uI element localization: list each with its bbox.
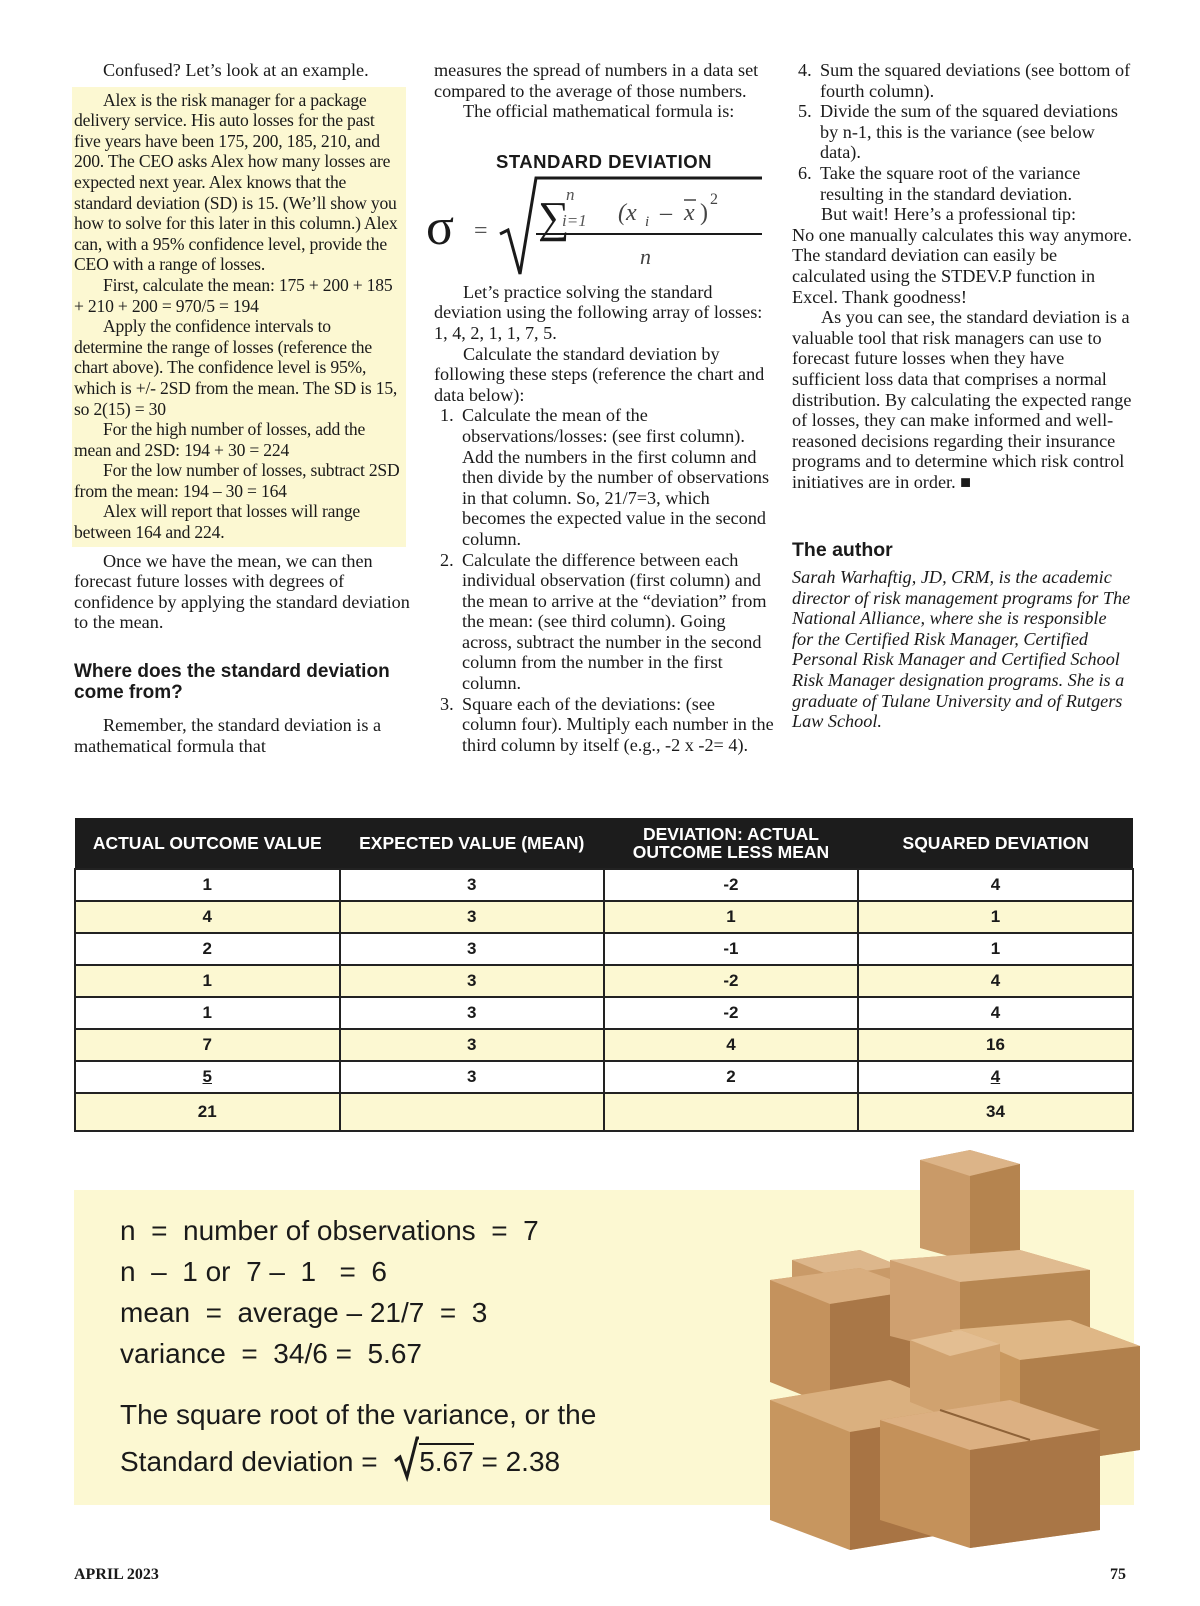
step-item: [792, 101, 1132, 163]
step-text: Take the square root of the variance resulting in the standard deviation.: [820, 162, 1081, 204]
column-header: SQUARED DEVIATION: [858, 818, 1133, 869]
table-cell: 7: [75, 1029, 340, 1061]
summary-text: [120, 1210, 596, 1482]
table-cell: 3: [340, 933, 605, 965]
table-cell: 3: [340, 965, 605, 997]
official-formula-text: The official mathematical formula is:: [463, 101, 735, 122]
summary-line: n = number of observations = 7: [120, 1215, 539, 1246]
table-cell: 4: [604, 1029, 858, 1061]
table-cell: 1: [858, 901, 1133, 933]
summary-line: mean = average – 21/7 = 3: [120, 1297, 488, 1328]
step-number: 6.: [798, 162, 812, 183]
table-row: [75, 1029, 1133, 1061]
conclusion-paragraph: As you can see, the standard deviation is a valuable tool that risk managers can use to forecast future losses when they have sufficient loss data that comprises a normal distribution. By calculating the expected range of losses, they can make informed and well-reasoned decisions regarding their insurance programs and to determine which risk control initiatives are in order. ■: [792, 307, 1132, 492]
summary-line: n – 1 or 7 – 1 = 6: [120, 1256, 387, 1287]
table-cell: 4: [858, 997, 1133, 1029]
total-cell: [340, 1093, 605, 1131]
square-root: [393, 1441, 474, 1482]
svg-text:x: x: [684, 199, 695, 226]
example-paragraph: Alex is the risk manager for a package delivery service. His auto losses for the past five years have been 175, 200, 185, 210, and 200. The CEO asks Alex how many losses are expected next year. Alex knows that the standard deviation (SD) is 15. (We’ll show you how to solve for this later in this column.) Alex can, with a 95% confidence level, provide the CEO with a range of losses.: [74, 89, 398, 275]
step-item: [434, 405, 774, 549]
column-1: [74, 60, 410, 756]
author-bio: Sarah Warhaftig, JD, CRM, is the academic director of risk management programs for The National Alliance, where she is responsible for the Certified Risk Manager, Certified Personal Risk Manager and Certified School Risk Manager designation programs. She is a graduate of Tulane University and of Rutgers Law School.: [792, 567, 1131, 732]
example-paragraph: For the high number of losses, add the mean and 2SD: 194 + 30 = 224: [74, 419, 366, 460]
formula-graphic: [426, 174, 774, 282]
column-2: [426, 60, 774, 755]
step-number: 3.: [440, 693, 454, 714]
svg-text:): ): [700, 199, 708, 226]
calculate-paragraph: Calculate the standard deviation by following these steps (reference the chart and data below):: [434, 343, 765, 405]
svg-text:–: –: [660, 199, 672, 226]
step-item: [434, 550, 774, 694]
continued-paragraph: measures the spread of numbers in a data set compared to the average of those numbers.: [434, 60, 759, 101]
svg-text:=: =: [474, 217, 488, 244]
table-row: [75, 965, 1133, 997]
table-cell: -2: [604, 965, 858, 997]
table-cell: 3: [340, 997, 605, 1029]
table-row: [75, 1061, 1133, 1093]
example-paragraph: Alex will report that losses will range between 164 and 224.: [74, 501, 361, 543]
table-cell: 3: [340, 901, 605, 933]
table-cell: -2: [604, 869, 858, 901]
tip-paragraph: No one manually calculates this way anymore. The standard deviation can easily be calculated using the STDEV.P function in Excel. Thank goodness!: [792, 224, 1132, 307]
table-row: [75, 869, 1133, 901]
table-cell: 4: [75, 901, 340, 933]
table-cell: -2: [604, 997, 858, 1029]
example-callout: [72, 87, 406, 547]
column-3: [792, 60, 1132, 732]
deviation-table: [74, 818, 1134, 1132]
after-paragraph: Once we have the mean, we can then forecast future losses with degrees of confidence by applying the standard deviation to the mean.: [74, 550, 410, 633]
boxes-illustration: [770, 1150, 1150, 1550]
cardboard-boxes-image: [770, 1150, 1150, 1550]
step-number: 2.: [440, 549, 454, 570]
summary-result-line: [120, 1441, 596, 1482]
section-heading: Where does the standard deviation come from?: [74, 661, 390, 704]
table-cell: 1: [75, 965, 340, 997]
step-item: [434, 694, 774, 756]
table-row: [75, 997, 1133, 1029]
result-value: = 2.38: [473, 1446, 561, 1477]
table-cell: 4: [858, 869, 1133, 901]
svg-text:n: n: [640, 243, 651, 269]
underlined-value: 4: [990, 1067, 1001, 1086]
svg-text:∑: ∑: [538, 192, 570, 242]
step-number: 1.: [440, 405, 454, 426]
svg-text:2: 2: [710, 190, 718, 208]
practice-paragraph: Let’s practice solving the standard deviation using the following array of losses: 1, 4, 2, 1, 1, 7, 5.: [434, 281, 763, 343]
table-cell: 1: [604, 901, 858, 933]
example-paragraph: For the low number of losses, subtract 2SD from the mean: 194 – 30 = 164: [74, 460, 400, 501]
steps-list-continued: [792, 60, 1132, 204]
radical-sign-icon: [393, 1435, 419, 1479]
table-cell: [858, 1061, 1133, 1093]
table-cell: 4: [858, 965, 1133, 997]
table-cell: 3: [340, 1061, 605, 1093]
formula-title: STANDARD DEVIATION: [496, 150, 712, 172]
step-text: Sum the squared deviations (see bottom of fourth column).: [820, 60, 1131, 101]
svg-text:σ: σ: [426, 198, 455, 256]
result-label: Standard deviation =: [120, 1446, 386, 1477]
summary-line: variance = 34/6 = 5.67: [120, 1338, 422, 1369]
table-row: [75, 901, 1133, 933]
column-header: ACTUAL OUTCOME VALUE: [75, 818, 340, 869]
step-text: Square each of the deviations: (see column four). Multiply each number in the third column by itself (e.g., -2 x -2= 4).: [462, 693, 774, 755]
table-header-row: [75, 818, 1133, 869]
table-cell: 3: [340, 869, 605, 901]
step-item: [792, 163, 1132, 204]
standard-deviation-formula: [426, 174, 774, 282]
tip-heading: But wait! Here’s a professional tip:: [821, 204, 1077, 225]
table-cell: 2: [75, 933, 340, 965]
table-cell: 3: [340, 1029, 605, 1061]
column-header: DEVIATION: ACTUAL OUTCOME LESS MEAN: [604, 818, 858, 869]
column-header: EXPECTED VALUE (MEAN): [340, 818, 605, 869]
table-cell: 1: [75, 997, 340, 1029]
total-cell: [604, 1093, 858, 1131]
table-cell: 2: [604, 1061, 858, 1093]
table-cell: -1: [604, 933, 858, 965]
underlined-value: 5: [202, 1067, 212, 1086]
svg-text:(x: (x: [618, 199, 637, 226]
step-text: Calculate the difference between each individual observation (first column) and the mean to arrive at the “deviation” from the mean: (see third column). Going across, subtract the number in the second column from the number in the first column.: [462, 549, 767, 694]
intro-text: Confused? Let’s look at an example.: [103, 60, 369, 80]
total-cell: 21: [75, 1093, 340, 1131]
table-row: [75, 933, 1133, 965]
table-cell: [75, 1061, 340, 1093]
step-item: [792, 60, 1132, 101]
author-heading: The author: [792, 539, 893, 562]
total-cell: 34: [858, 1093, 1133, 1131]
svg-text:i=1: i=1: [562, 210, 587, 230]
steps-list: [434, 405, 774, 755]
step-number: 4.: [798, 60, 812, 80]
svg-text:n: n: [566, 184, 575, 204]
step-number: 5.: [798, 101, 812, 122]
svg-text:i: i: [645, 213, 650, 230]
table-cell: 16: [858, 1029, 1133, 1061]
table-cell: 1: [858, 933, 1133, 965]
table-total-row: [75, 1093, 1133, 1131]
remember-paragraph: Remember, the standard deviation is a mathematical formula that: [74, 715, 382, 756]
summary-line: The square root of the variance, or the: [120, 1399, 597, 1430]
example-paragraph: First, calculate the mean: 175 + 200 + 185 + 210 + 200 = 970/5 = 194: [74, 274, 393, 316]
table-cell: 1: [75, 869, 340, 901]
page-number: 75: [1110, 1566, 1126, 1583]
radicand: 5.67: [419, 1443, 474, 1477]
step-text: Calculate the mean of the observations/losses: (see first column). Add the numbers in the first column and then divide by the number of observations in that column. So, 21/7=3, which becomes the expected value in the second column.: [462, 405, 770, 549]
example-paragraph: Apply the confidence intervals to determine the range of losses (reference the chart above). The confidence level is 95%, which is +/- 2SD from the mean. The SD is 15, so 2(15) = 30: [74, 316, 398, 419]
step-text: Divide the sum of the squared deviations by n-1, this is the variance (see below data).: [820, 101, 1119, 163]
footer-date: APRIL 2023: [74, 1566, 159, 1583]
